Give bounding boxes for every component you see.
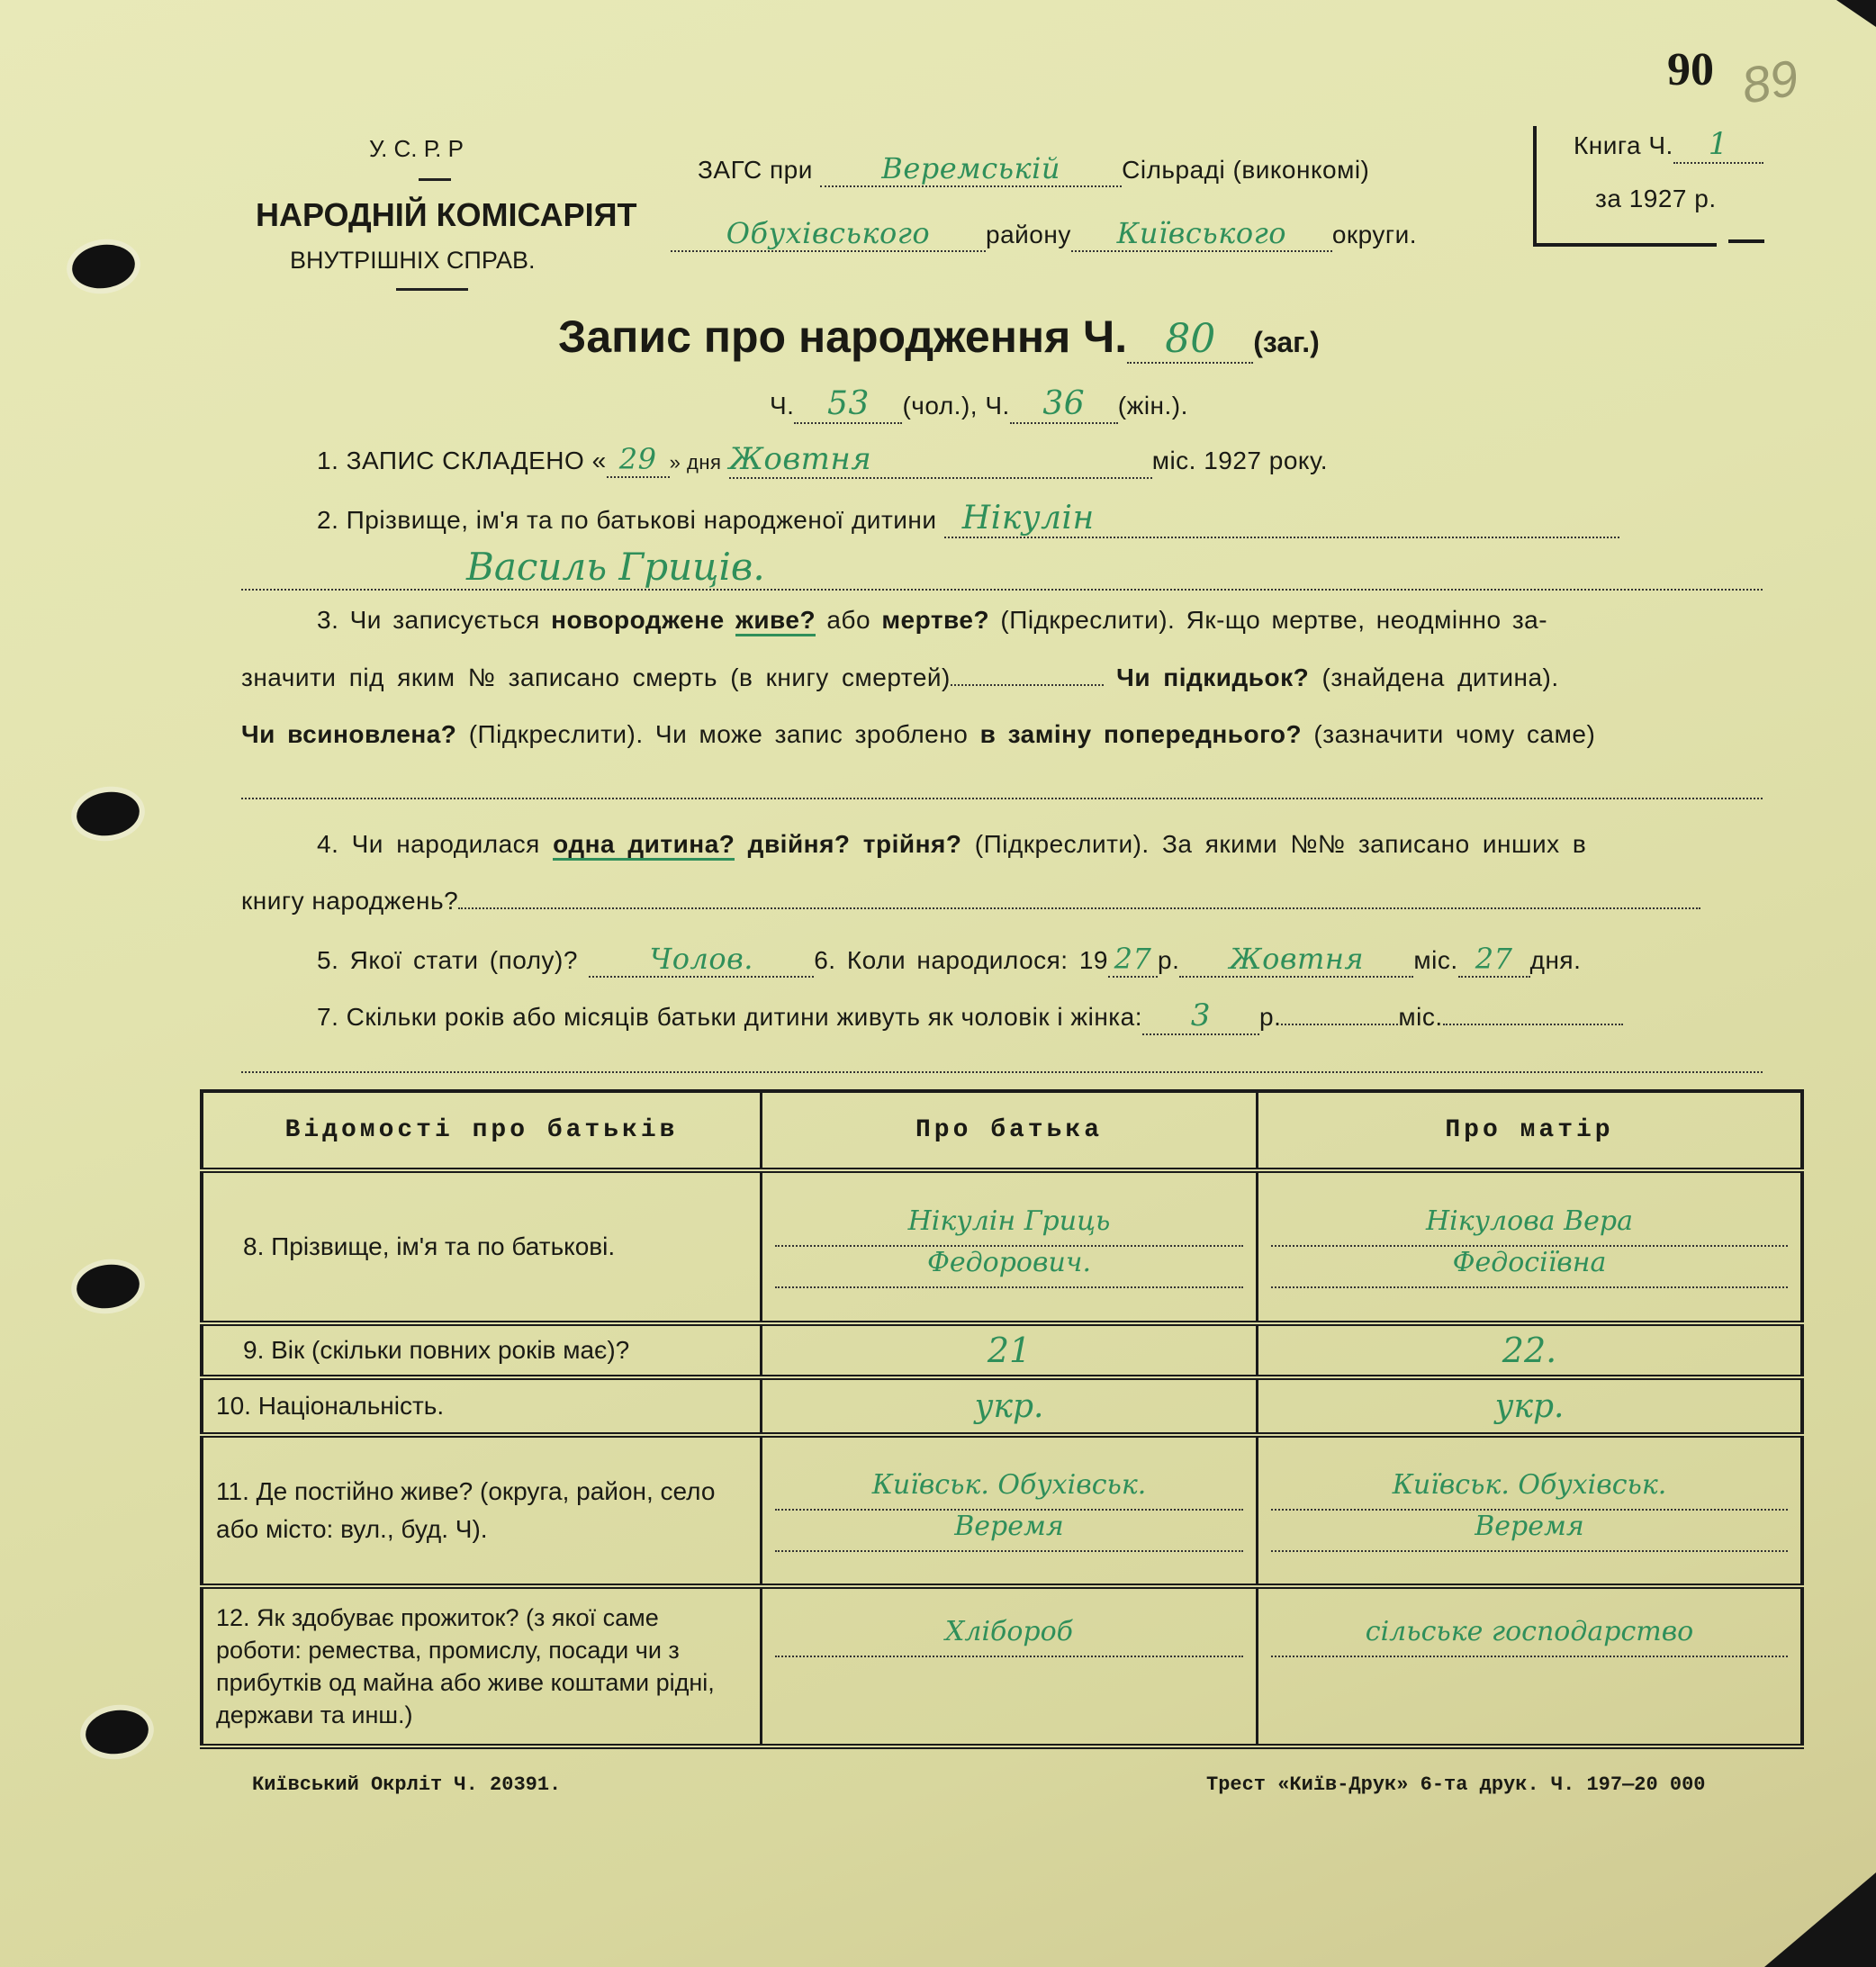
f6-suffix: дня. (1529, 946, 1582, 974)
marriage-months[interactable] (1281, 1024, 1398, 1025)
council-field: Веремській (820, 151, 1122, 187)
father-age-cell[interactable]: 21 (762, 1323, 1258, 1377)
okrug-suffix: округи. (1331, 221, 1418, 248)
header-dash (419, 178, 451, 181)
f4-text: 4. Чи народилася (317, 830, 540, 858)
child-surname: Нікулін (944, 500, 1619, 538)
header-ornament (396, 288, 468, 291)
zags-prefix: ЗАГС при (698, 156, 813, 184)
birth-day: 27 (1458, 942, 1530, 978)
mother-name-line-1: Нікулова Вера (1271, 1205, 1788, 1247)
row-label-name: 8. Прізвище, ім'я та по батькові. (202, 1170, 762, 1323)
district-field: Обухівського (671, 216, 986, 252)
footer-printer-right: Трест «Київ-Друк» 6-та друк. Ч. 197—20 000 (1206, 1773, 1706, 1796)
field-2-child-name (317, 500, 1619, 538)
col-header-info: Відомості про батьків (202, 1091, 762, 1170)
male-count: 53 (794, 385, 902, 424)
table-row (202, 1377, 1802, 1435)
f4-single-option[interactable]: одна дитина? (553, 830, 735, 861)
f6-mis: міс. (1413, 946, 1458, 974)
record-number: 80 (1127, 316, 1253, 364)
table-row (202, 1323, 1802, 1377)
father-occupation-line: Хлібороб (775, 1616, 1243, 1657)
row-label-age: 9. Вік (скільки повних років має)? (202, 1323, 762, 1377)
mother-name-line-2: Федосіївна (1271, 1247, 1788, 1288)
field-7-line (317, 997, 1623, 1035)
female-count-suffix: (жін.). (1117, 392, 1188, 420)
mother-residence-cell[interactable] (1258, 1435, 1803, 1586)
book-label: Книга Ч. (1574, 131, 1673, 159)
male-count-label: Ч. (770, 392, 795, 420)
f3-text: 3. Чи записується (317, 606, 540, 634)
field-4-line-1 (317, 830, 1586, 859)
father-name-cell[interactable] (762, 1170, 1258, 1323)
mother-occupation-cell[interactable] (1258, 1586, 1803, 1746)
row-label-occupation: 12. Як здобуває прожиток? (з якої саме роботи: ремества, промислу, посади чи з прибутків од майна або живе коштами рідні, держави та инш.) (202, 1586, 762, 1746)
record-title: Запис про народження Ч. (558, 311, 1128, 362)
field-4-line-2 (241, 887, 1700, 916)
council-suffix: Сільраді (виконкомі) (1122, 156, 1370, 184)
book-number-line (1574, 126, 1763, 164)
marriage-years: 3 (1142, 997, 1259, 1035)
row-label-residence: 11. Де постійно живе? (округа, район, село або місто: вул., буд. Ч). (202, 1435, 762, 1586)
f7-trailing-line (1443, 1024, 1623, 1025)
f6-label: 6. Коли народилося: 19 (814, 946, 1109, 974)
mother-age-cell[interactable]: 22. (1258, 1323, 1803, 1377)
f3-dead-option[interactable]: мертве? (881, 606, 990, 634)
f7-label: 7. Скільки років або місяців батьки дитини живуть як чоловік і жінка: (317, 1003, 1142, 1031)
father-residence-line-2: Веремя (775, 1511, 1243, 1552)
f6-r: р. (1158, 946, 1180, 974)
header-department: ВНУТРІШНІХ СПРАВ. (290, 247, 536, 274)
f3-reason: (зазначити чому саме) (1313, 720, 1596, 748)
field-3-line-3 (241, 720, 1595, 749)
child-sex: Чолов. (589, 942, 814, 978)
child-given-name: Василь Гриців. (241, 545, 1763, 591)
f4-instruction: (Підкреслити). За якими №№ записано инших в (974, 830, 1587, 858)
district-line (671, 216, 1417, 252)
field-7-extra-line (241, 1053, 1763, 1073)
f3-foundling: Чи підкидьок? (1116, 663, 1310, 691)
f3-foundling-note: (знайдена дитина). (1321, 663, 1559, 691)
f4-triplets-option[interactable]: трійня? (862, 830, 962, 858)
f5-label: 5. Якої стати (полу)? (317, 946, 578, 974)
page-stamp-number: 90 (1667, 44, 1714, 95)
f3-newborn: новороджене (551, 606, 725, 634)
f3-or: або (826, 606, 871, 634)
f7-mis: міс. (1398, 1003, 1443, 1031)
f3-instruction: (Підкреслити). Як-що мертве, неодмінно за- (1000, 606, 1548, 634)
table-row (202, 1586, 1802, 1746)
book-number: 1 (1673, 126, 1763, 164)
field-5-6-line (317, 942, 1581, 978)
birth-month: Жовтня (1179, 942, 1413, 978)
father-residence-line-1: Київськ. Обухівськ. (775, 1469, 1243, 1511)
mother-residence-line-2: Веремя (1271, 1511, 1788, 1552)
zags-line (698, 151, 1369, 187)
f4-birth-book-label: книгу народжень? (241, 887, 459, 915)
other-births-field[interactable] (458, 907, 1700, 909)
book-dash (1728, 239, 1764, 243)
header-commissariat: НАРОДНІЙ КОМІСАРІЯТ (256, 196, 637, 233)
gender-counts-line (770, 385, 1188, 424)
f3-adopted: Чи всиновлена? (241, 720, 457, 748)
f7-r: р. (1259, 1003, 1282, 1031)
pencil-page-number: 89 (1737, 49, 1803, 114)
f1-label: 1. ЗАПИС СКЛАДЕНО « (317, 447, 607, 474)
row-label-nationality: 10. Національність. (202, 1377, 762, 1435)
table-header-row (202, 1091, 1802, 1170)
field-1-record-date (317, 441, 1328, 479)
father-occupation-cell[interactable] (762, 1586, 1258, 1746)
field-3-line-1 (317, 606, 1547, 635)
f4-twins-option[interactable]: двійня? (747, 830, 851, 858)
father-nationality-cell[interactable]: укр. (762, 1377, 1258, 1435)
record-day: 29 (607, 442, 670, 478)
okrug-field: Київського (1071, 216, 1332, 252)
father-name-line-2: Федорович. (775, 1247, 1243, 1288)
father-residence-cell[interactable] (762, 1435, 1258, 1586)
birth-year: 27 (1108, 942, 1158, 978)
header-republic: У. С. Р. Р (369, 135, 464, 162)
col-header-mother: Про матір (1258, 1091, 1803, 1170)
f1-suffix: міс. 1927 року. (1151, 447, 1328, 474)
record-number-suffix: (заг.) (1253, 326, 1320, 358)
f3-alive-option[interactable]: живе? (735, 606, 816, 636)
table-row (202, 1170, 1802, 1323)
mother-nationality-cell[interactable]: укр. (1258, 1377, 1803, 1435)
f3-death-number-label: значити під яким № записано смерть (в книгу смертей) (241, 663, 951, 691)
table-row (202, 1435, 1802, 1586)
female-count: 36 (1010, 385, 1118, 424)
footer-printer-left: Київський Окрліт Ч. 20391. (252, 1773, 562, 1796)
district-suffix: району (986, 221, 1071, 248)
male-count-suffix: (чол.), Ч. (902, 392, 1010, 420)
record-title-line (558, 311, 1320, 364)
col-header-father: Про батька (762, 1091, 1258, 1170)
f1-mid: » дня (669, 451, 722, 474)
mother-residence-line-1: Київськ. Обухівськ. (1271, 1469, 1788, 1511)
f3-replacement-text: (Підкреслити). Чи може запис зроблено (468, 720, 969, 748)
field-3-line-2 (241, 663, 1559, 692)
record-month: Жовтня (729, 441, 1152, 479)
f2-label: 2. Прізвище, ім'я та по батькові народженої дитини (317, 506, 937, 534)
field-3-reason-line[interactable] (241, 774, 1763, 799)
mother-occupation-line: сільське господарство (1271, 1616, 1788, 1657)
father-name-line-1: Нікулін Гриць (775, 1205, 1243, 1247)
mother-name-cell[interactable] (1258, 1170, 1803, 1323)
book-year: за 1927 р. (1595, 185, 1717, 212)
death-number-field[interactable] (951, 684, 1104, 686)
parents-table (200, 1089, 1804, 1749)
f3-replacement: в заміну попереднього? (979, 720, 1303, 748)
